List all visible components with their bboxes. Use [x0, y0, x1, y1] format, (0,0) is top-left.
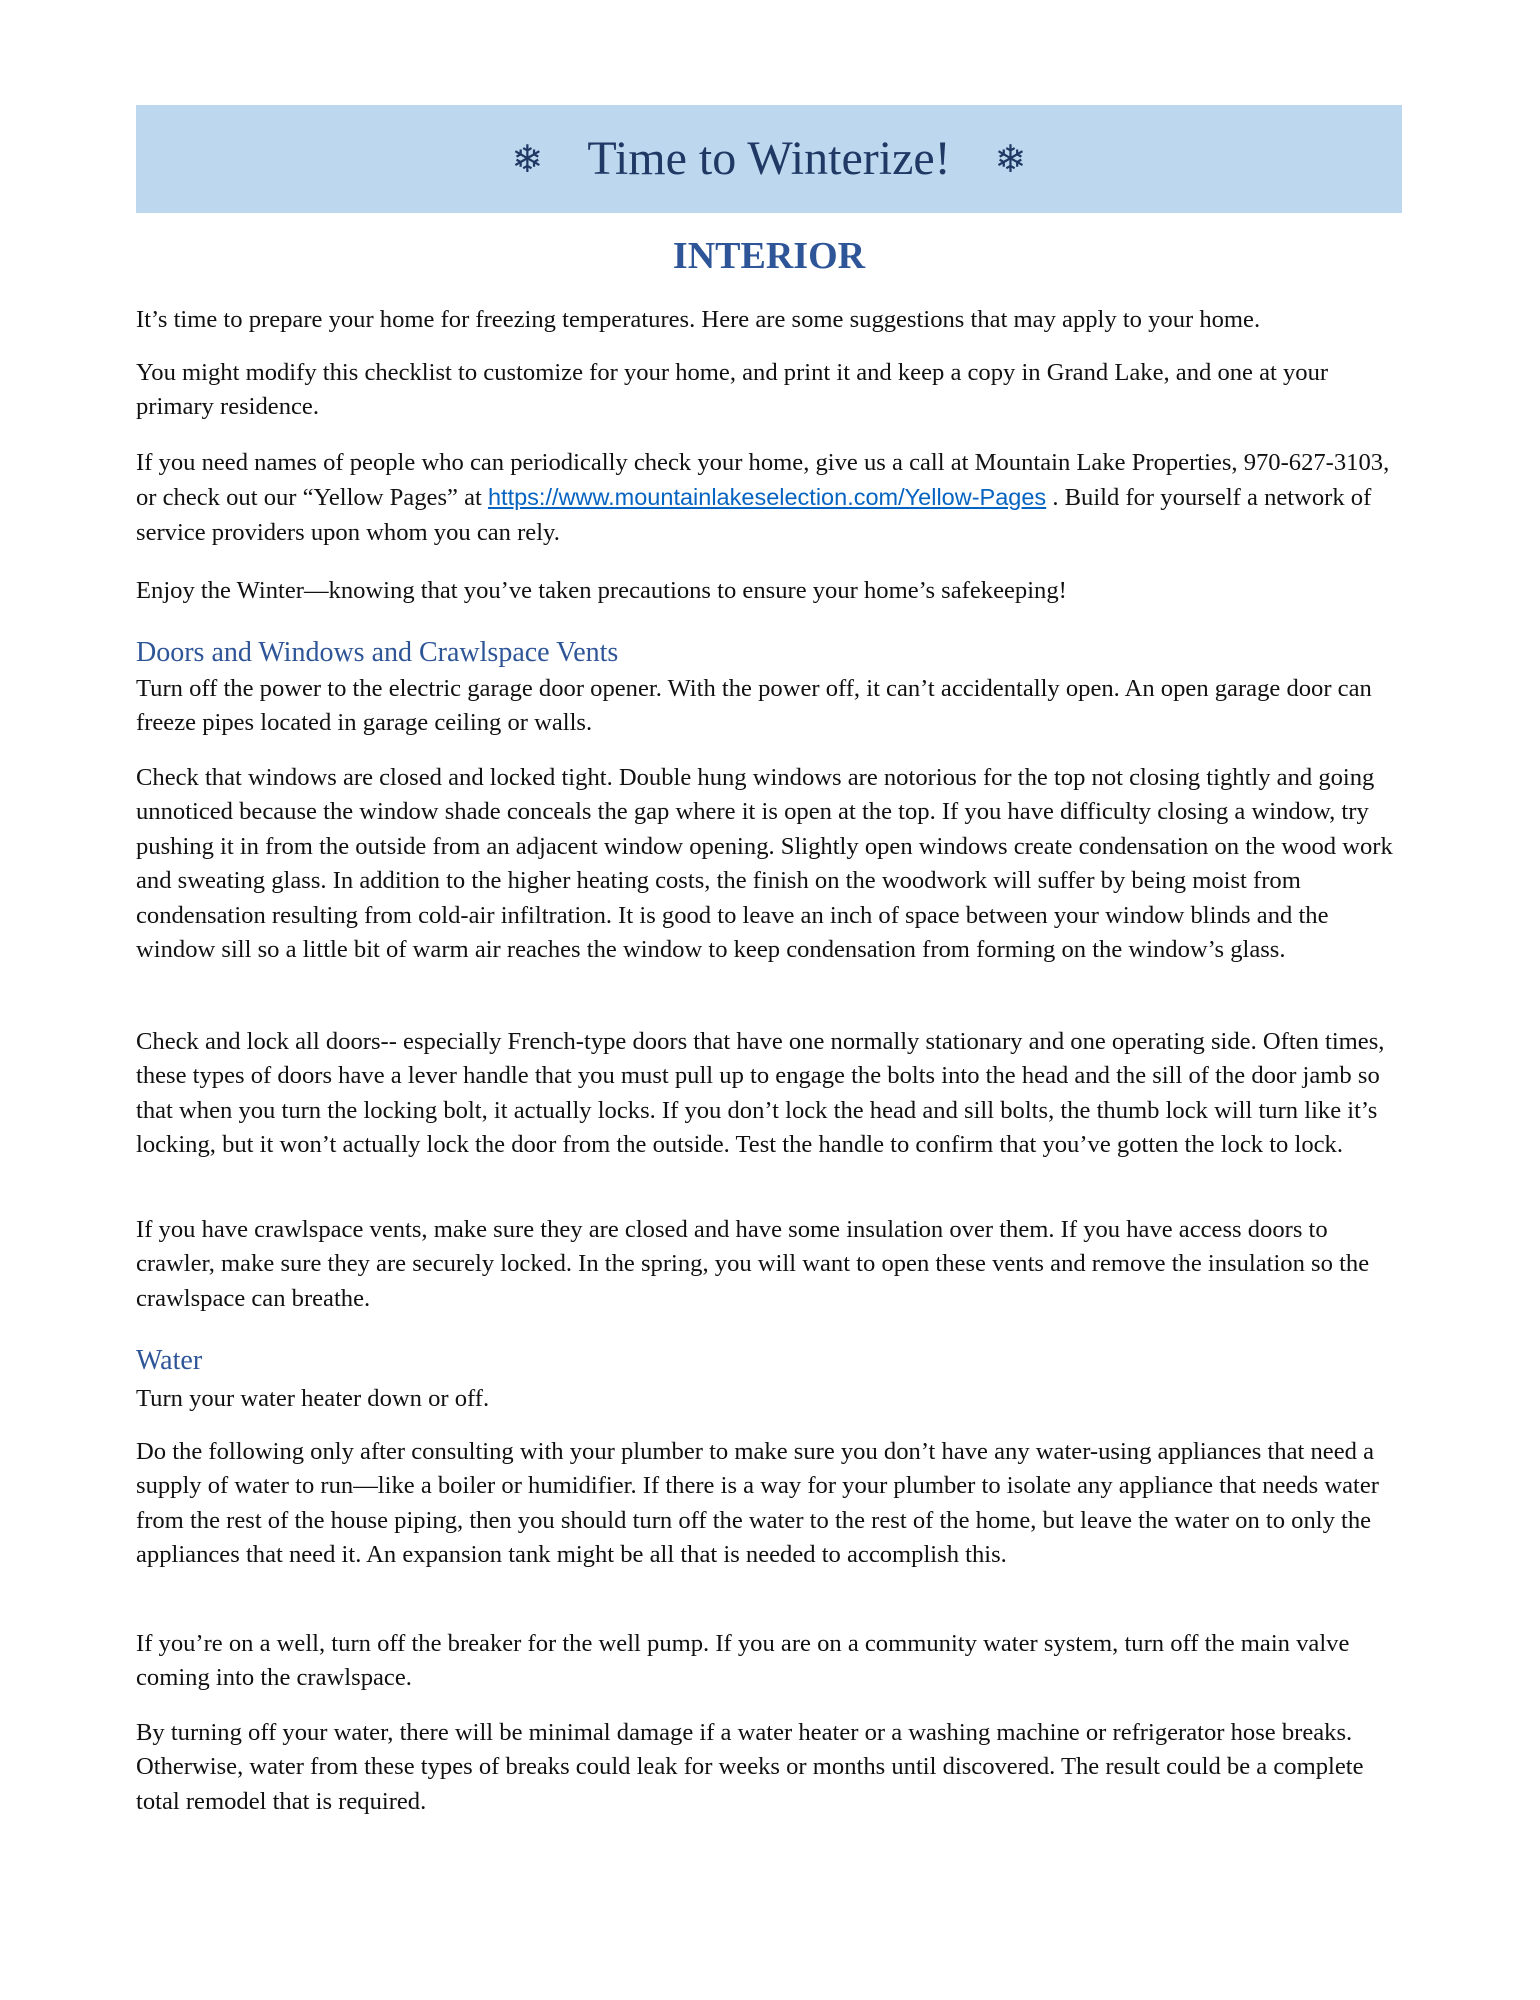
- water-text: Turn your water heater down or off.: [136, 1385, 490, 1412]
- water-section-heading: Water: [136, 1345, 203, 1376]
- doors-section-heading-block: [136, 636, 1402, 670]
- doors-text: If you have crawlspace vents, make sure they are closed and have some insulation over them. If you have access doors to crawler, make sure they are securely locked. In the spring, you will want to open these vents and remove the insulation so the crawlspace can breathe.: [136, 1216, 1370, 1312]
- section-title: INTERIOR: [672, 235, 866, 277]
- doors-text: Check that windows are closed and locked tight. Double hung windows are notorious for the top not closing tightly and going unnoticed because the window shade conceals the gap where it is open at the top. If you have difficulty closing a window, try pushing it in from the outside from an adjacent window opening. Slightly open windows create condensation on the wood work and sweating glass. In addition to the higher heating costs, the finish on the woodwork will suffer by being moist from condensation resulting from cold-air infiltration. It is good to leave an inch of space between your window blinds and the window sill so a little bit of warm air reaches the window to keep condensation from forming on the window’s glass.: [136, 764, 1393, 964]
- water-section-heading-block: [136, 1344, 1402, 1378]
- title-banner: [136, 105, 1402, 213]
- water-text: If you’re on a well, turn off the breaker for the well pump. If you are on a community water system, turn off the main valve coming into the crawlspace.: [136, 1630, 1350, 1692]
- page-title: Time to Winterize!: [587, 132, 951, 185]
- intro-paragraph: [136, 303, 1402, 337]
- doors-text: Turn off the power to the electric garage door opener. With the power off, it can’t accidentally open. An open garage door can freeze pipes located in garage ceiling or walls.: [136, 675, 1372, 737]
- snowflake-icon: ❄: [994, 137, 1027, 181]
- intro-text-after-link: . Build for yourself a network of service providers upon whom you can rely.: [136, 484, 1372, 546]
- snowflake-icon: ❄: [511, 137, 544, 181]
- intro-text: It’s time to prepare your home for freezing temperatures. Here are some suggestions that may apply to your home.: [136, 306, 1261, 333]
- yellow-pages-link[interactable]: https://www.mountainlakeselection.com/Yellow-Pages: [487, 484, 1047, 511]
- intro-paragraph: [136, 446, 1402, 550]
- water-paragraph: [136, 1435, 1402, 1573]
- water-paragraph: [136, 1716, 1402, 1819]
- water-paragraph: [136, 1382, 1402, 1416]
- doors-section-heading: Doors and Windows and Crawlspace Vents: [136, 637, 619, 668]
- water-text: Do the following only after consulting with your plumber to make sure you don’t have any water-using appliances that need a supply of water to run—like a boiler or humidifier. If there is a way for your plumber to isolate any appliance that needs water from the rest of the house piping, then you should turn off the water to the rest of the home, but leave the water on to only the appliances that need it. An expansion tank might be all that is needed to accomplish this.: [136, 1438, 1379, 1569]
- intro-text: [136, 446, 1402, 550]
- doors-text: Check and lock all doors-- especially French-type doors that have one normally stationary and one operating side. Often times, these types of doors have a lever handle that you must pull up to engage the bolts into the head and the sill of the door jamb so that when you turn the locking bolt, it actually locks. If you don’t lock the head and sill bolts, the thumb lock will turn like it’s locking, but it won’t actually lock the door from the outside. Test the handle to confirm that you’ve gotten the lock to lock.: [136, 1028, 1385, 1159]
- doors-paragraph: [136, 761, 1402, 967]
- doors-paragraph: [136, 1025, 1402, 1163]
- intro-text-before-link: If you need names of people who can periodically check your home, give us a call at Mountain Lake Properties, 970-627-3103, or check out our “Yellow Pages” at: [136, 449, 1390, 512]
- intro-paragraph: [136, 574, 1402, 608]
- intro-text: Enjoy the Winter—knowing that you’ve taken precautions to ensure your home’s safekeeping!: [136, 577, 1067, 604]
- intro-paragraph: [136, 356, 1402, 425]
- doors-paragraph: [136, 672, 1402, 741]
- water-paragraph: [136, 1627, 1402, 1696]
- water-text: By turning off your water, there will be minimal damage if a water heater or a washing machine or refrigerator hose breaks. Otherwise, water from these types of breaks could leak for weeks or months until discovered. The result could be a complete total remodel that is required.: [136, 1719, 1364, 1815]
- doors-paragraph: [136, 1213, 1402, 1316]
- intro-text: You might modify this checklist to customize for your home, and print it and keep a copy in Grand Lake, and one at your primary residence.: [136, 359, 1329, 421]
